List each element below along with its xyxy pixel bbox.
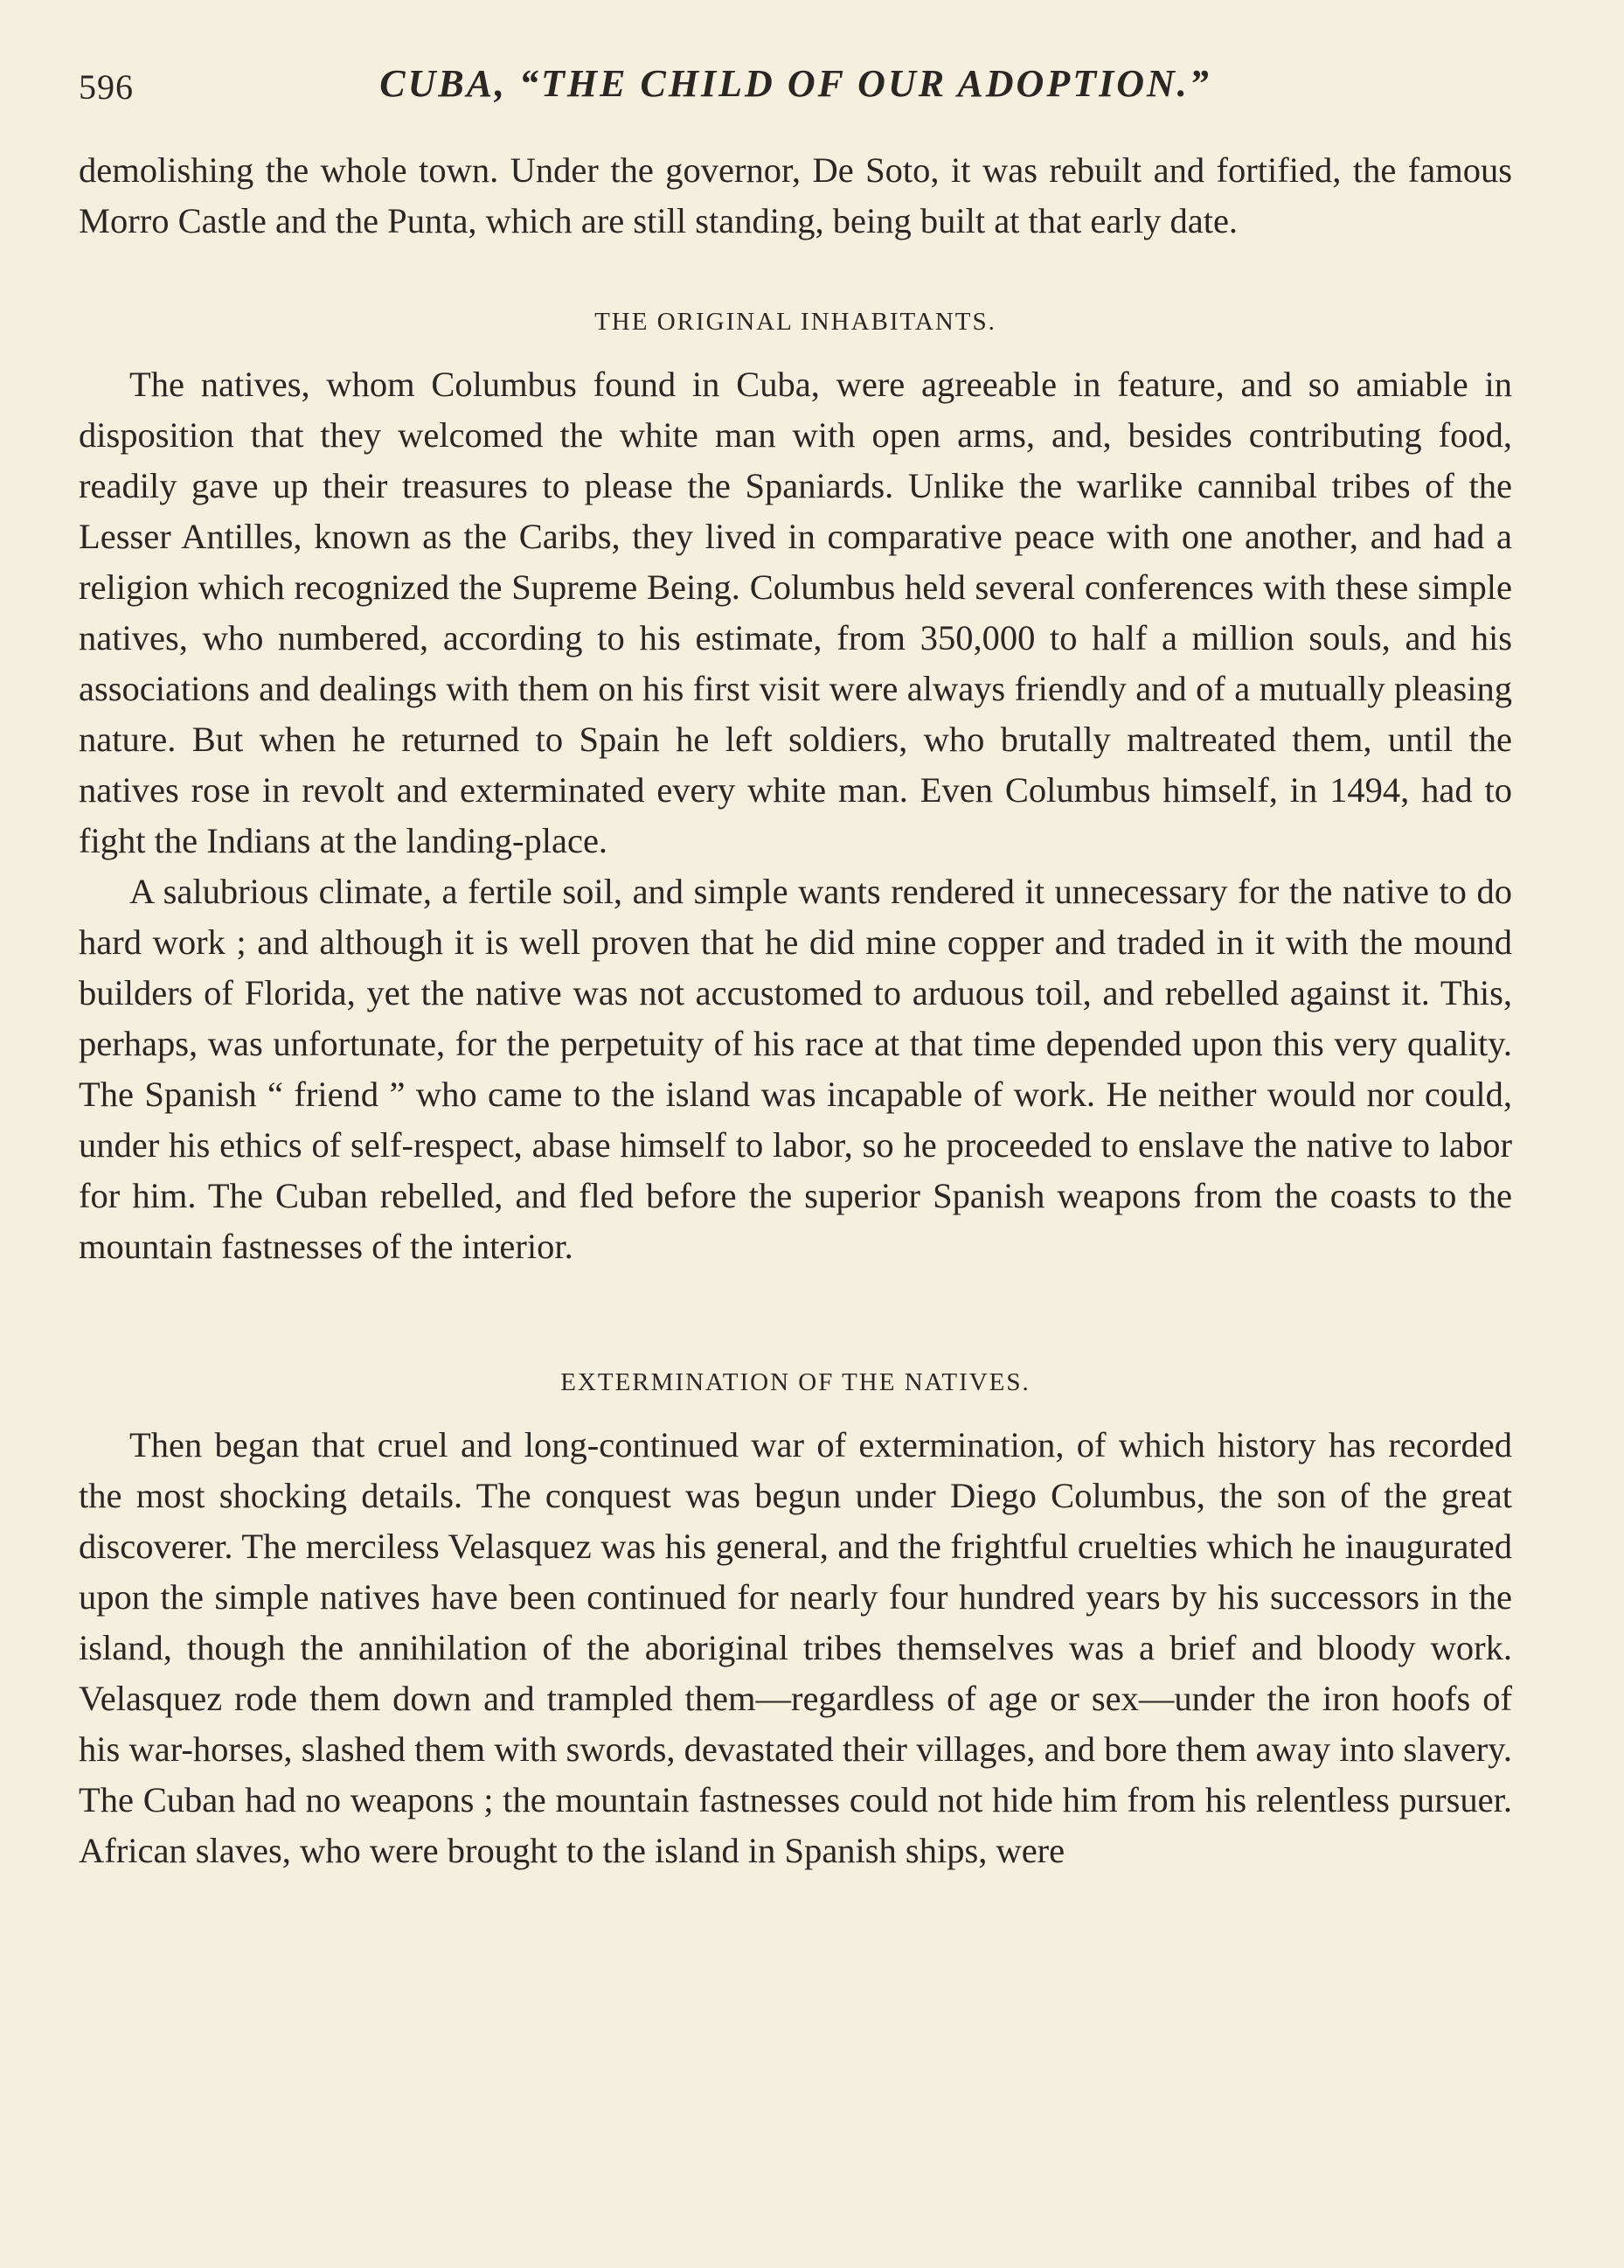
opening-paragraph: demolishing the whole town. Under the governor, De Soto, it was rebuilt and fortified, the famous Morro Castle and the Punta, which are still standing, being built at that early date.	[79, 150, 1512, 240]
book-page	[79, 52, 1512, 2238]
section-heading-extermination: EXTERMINATION OF THE NATIVES.	[560, 1368, 1031, 1396]
paragraph-natives: The natives, whom Columbus found in Cuba, were agreeable in feature, and so amiable in disposition that they welcomed the white man with open arms, and, besides contributing food, readily gave up their treasures to please the Spaniards. Unlike the warlike cannibal tribes of the Lesser Antilles, known as the Caribs, they lived in comparative peace with one another, and had a religion which recognized the Supreme Being. Columbus held several conferences with these simple natives, who numbered, according to his estimate, from 350,000 to half a million souls, and his associations and dealings with them on his first visit were always friendly and of a mutually pleasing nature. But when he returned to Spain he left soldiers, who brutally maltreated them, until the natives rose in revolt and exterminated every white man. Even Columbus himself, in 1494, had to fight the Indians at the landing-place.	[79, 365, 1512, 860]
paragraph-climate: A salubrious climate, a fertile soil, and simple wants rendered it unnecessary for the native to do hard work ; and although it is well proven that he did mine copper and traded in it with the mound builders of Florida, yet the native was not accustomed to arduous toil, and rebelled against it. This, perhaps, was unfortunate, for the perpetuity of his race at that time depended upon this very quality. The Spanish “ friend ” who came to the island was incapable of work. He neither would nor could, under his ethics of self-respect, abase himself to labor, so he proceeded to enslave the native to labor for him. The Cuban rebelled, and fled before the superior Spanish weapons from the coasts to the mountain fastnesses of the interior.	[79, 872, 1512, 1266]
paragraph-extermination: Then began that cruel and long-continued war of extermination, of which history has recorded the most shocking details. The conquest was begun under Diego Columbus, the son of the great discoverer. The merciless Velasquez was his general, and the frightful cruelties which he inaugurated upon the simple natives have been continued for nearly four hundred years by his successors in the island, though the annihilation of the aboriginal tribes themselves was a brief and bloody work. Velasquez rode them down and trampled them—regardless of age or sex—under the iron hoofs of his war-horses, slashed them with swords, devastated their villages, and bore them away into slavery. The Cuban had no weapons ; the mountain fastnesses could not hide him from his relentless pursuer. African slaves, who were brought to the island in Spanish ships, were	[79, 1425, 1512, 1870]
running-head	[79, 52, 1512, 114]
section-heading-original-inhabitants: THE ORIGINAL INHABITANTS.	[594, 308, 996, 336]
running-title: CUBA, “THE CHILD OF OUR ADOPTION.”	[379, 62, 1211, 105]
page-number: 596	[79, 67, 134, 107]
